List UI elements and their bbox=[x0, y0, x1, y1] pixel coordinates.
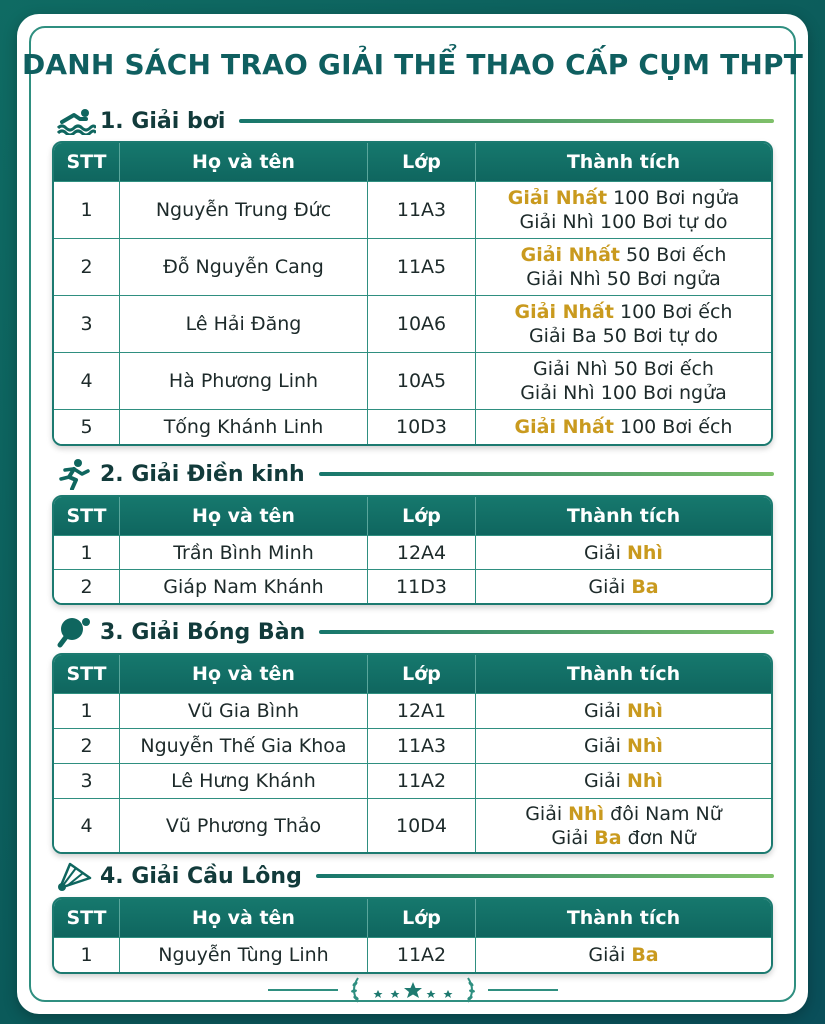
row-stt: 4 bbox=[54, 798, 120, 852]
header-achievement: Thành tích bbox=[476, 899, 771, 937]
header-class: Lớp bbox=[368, 899, 476, 937]
award-rank: Giải Nhất bbox=[520, 244, 620, 266]
row-class: 11A2 bbox=[368, 763, 476, 798]
achievement-line bbox=[480, 541, 767, 565]
section-heading-athletics bbox=[56, 457, 774, 491]
row-achievement bbox=[476, 798, 771, 852]
table-row bbox=[54, 693, 771, 728]
row-name: Lê Hưng Khánh bbox=[120, 763, 368, 798]
header-name: Họ và tên bbox=[120, 899, 368, 937]
table-table-tennis bbox=[52, 653, 773, 854]
swimmer-icon bbox=[56, 105, 100, 137]
award-text: Giải Nhì 50 Bơi ếch bbox=[533, 358, 714, 380]
row-class: 10D3 bbox=[368, 409, 476, 444]
row-stt: 2 bbox=[54, 728, 120, 763]
shuttlecock-icon bbox=[56, 860, 100, 892]
section-heading-swimming bbox=[56, 104, 774, 138]
footer-line bbox=[268, 989, 338, 991]
row-name: Vũ Phương Thảo bbox=[120, 798, 368, 852]
achievement-line bbox=[480, 357, 767, 381]
row-stt: 2 bbox=[54, 238, 120, 295]
achievement-line bbox=[480, 415, 767, 439]
header-name: Họ và tên bbox=[120, 143, 368, 181]
ping-pong-icon bbox=[56, 616, 100, 648]
row-name: Nguyễn Thế Gia Khoa bbox=[120, 728, 368, 763]
row-class: 11A3 bbox=[368, 728, 476, 763]
award-text: Giải Nhì 50 Bơi ngửa bbox=[526, 268, 721, 290]
row-class: 12A4 bbox=[368, 535, 476, 569]
row-achievement bbox=[476, 409, 771, 444]
award-text: 50 Bơi ếch bbox=[619, 244, 727, 266]
row-class: 11D3 bbox=[368, 569, 476, 603]
award-rank: Ba bbox=[631, 575, 659, 598]
table-row bbox=[54, 535, 771, 569]
row-name: Hà Phương Linh bbox=[120, 352, 368, 409]
row-class: 10D4 bbox=[368, 798, 476, 852]
achievement-line bbox=[480, 324, 767, 348]
award-rank: Ba bbox=[594, 826, 622, 849]
row-achievement bbox=[476, 181, 771, 238]
award-text: đôi Nam Nữ bbox=[604, 802, 722, 825]
section-heading-badminton bbox=[56, 859, 774, 893]
award-text: Giải bbox=[584, 770, 627, 792]
table-row bbox=[54, 295, 771, 352]
table-row bbox=[54, 763, 771, 798]
header-achievement: Thành tích bbox=[476, 497, 771, 535]
row-name: Nguyễn Tùng Linh bbox=[120, 937, 368, 972]
table-row bbox=[54, 352, 771, 409]
achievement-line bbox=[480, 943, 767, 967]
award-text: đơn Nữ bbox=[621, 826, 696, 849]
laurel-stars-icon bbox=[348, 972, 478, 1008]
row-stt: 5 bbox=[54, 409, 120, 444]
row-stt: 1 bbox=[54, 181, 120, 238]
header-class: Lớp bbox=[368, 143, 476, 181]
table-row bbox=[54, 181, 771, 238]
award-text: 100 Bơi ếch bbox=[613, 301, 733, 323]
achievement-line bbox=[480, 210, 767, 234]
row-achievement bbox=[476, 763, 771, 798]
table-badminton bbox=[52, 897, 773, 974]
row-achievement bbox=[476, 569, 771, 603]
award-text: Giải bbox=[588, 575, 632, 598]
award-text: Giải Nhì 100 Bơi ngửa bbox=[520, 382, 727, 404]
header-stt: STT bbox=[54, 497, 120, 535]
row-class: 10A6 bbox=[368, 295, 476, 352]
runner-icon bbox=[56, 458, 100, 490]
award-rank: Nhì bbox=[568, 802, 605, 825]
footer-line bbox=[488, 989, 558, 991]
section-title: 3. Giải Bóng Bàn bbox=[100, 619, 306, 645]
table-row bbox=[54, 728, 771, 763]
row-achievement bbox=[476, 295, 771, 352]
award-rank: Nhì bbox=[627, 700, 663, 722]
section-title: 1. Giải bơi bbox=[100, 108, 226, 134]
row-name: Nguyễn Trung Đức bbox=[120, 181, 368, 238]
section-title: 4. Giải Cầu Lông bbox=[100, 863, 302, 889]
row-stt: 3 bbox=[54, 763, 120, 798]
achievement-line bbox=[480, 300, 767, 324]
achievement-line bbox=[480, 243, 767, 267]
achievement-line bbox=[480, 267, 767, 291]
section-divider bbox=[239, 119, 774, 123]
row-name: Đỗ Nguyễn Cang bbox=[120, 238, 368, 295]
row-class: 11A2 bbox=[368, 937, 476, 972]
award-text: 100 Bơi ngửa bbox=[607, 187, 740, 209]
achievement-line bbox=[480, 826, 767, 850]
header-name: Họ và tên bbox=[120, 655, 368, 693]
row-name: Vũ Gia Bình bbox=[120, 693, 368, 728]
header-achievement: Thành tích bbox=[476, 143, 771, 181]
row-achievement bbox=[476, 728, 771, 763]
table-row bbox=[54, 798, 771, 852]
table-row bbox=[54, 569, 771, 603]
header-class: Lớp bbox=[368, 655, 476, 693]
table-athletics bbox=[52, 495, 773, 605]
award-text: Giải Nhì 100 Bơi tự do bbox=[519, 211, 728, 233]
row-stt: 1 bbox=[54, 693, 120, 728]
achievement-line bbox=[480, 699, 767, 723]
table-swimming bbox=[52, 141, 773, 446]
row-stt: 3 bbox=[54, 295, 120, 352]
row-stt: 1 bbox=[54, 937, 120, 972]
row-achievement bbox=[476, 937, 771, 972]
award-rank: Giải Nhất bbox=[507, 187, 608, 209]
row-class: 11A5 bbox=[368, 238, 476, 295]
header-stt: STT bbox=[54, 899, 120, 937]
award-rank: Nhì bbox=[627, 735, 663, 757]
row-class: 10A5 bbox=[368, 352, 476, 409]
table-header-row bbox=[54, 143, 771, 181]
table-header-row bbox=[54, 497, 771, 535]
section-title: 2. Giải Điền kinh bbox=[100, 461, 305, 487]
header-achievement: Thành tích bbox=[476, 655, 771, 693]
award-rank: Nhì bbox=[627, 770, 663, 792]
achievement-line bbox=[480, 734, 767, 758]
header-stt: STT bbox=[54, 655, 120, 693]
award-text: Giải bbox=[588, 944, 632, 966]
award-text: 100 Bơi ếch bbox=[613, 416, 733, 438]
award-text: Giải Ba 50 Bơi tự do bbox=[528, 325, 719, 347]
row-stt: 2 bbox=[54, 569, 120, 603]
header-stt: STT bbox=[54, 143, 120, 181]
award-text: Giải bbox=[584, 735, 627, 757]
footer-ornament bbox=[0, 970, 825, 1010]
award-text: Giải bbox=[584, 700, 627, 722]
row-stt: 4 bbox=[54, 352, 120, 409]
page-title: DANH SÁCH TRAO GIẢI THỂ THAO CẤP CỤM THPT bbox=[21, 48, 804, 81]
header-name: Họ và tên bbox=[120, 497, 368, 535]
section-divider bbox=[319, 472, 774, 476]
award-rank: Ba bbox=[631, 944, 659, 966]
section-heading-table-tennis bbox=[56, 615, 774, 649]
row-name: Tống Khánh Linh bbox=[120, 409, 368, 444]
row-name: Trần Bình Minh bbox=[120, 535, 368, 569]
achievement-line bbox=[480, 186, 767, 210]
achievement-line bbox=[480, 769, 767, 793]
row-achievement bbox=[476, 238, 771, 295]
table-header-row bbox=[54, 899, 771, 937]
row-achievement bbox=[476, 352, 771, 409]
table-row bbox=[54, 937, 771, 972]
row-achievement bbox=[476, 535, 771, 569]
award-rank: Giải Nhất bbox=[514, 301, 614, 323]
header-class: Lớp bbox=[368, 497, 476, 535]
row-class: 12A1 bbox=[368, 693, 476, 728]
row-achievement bbox=[476, 693, 771, 728]
table-row bbox=[54, 409, 771, 444]
table-header-row bbox=[54, 655, 771, 693]
table-row bbox=[54, 238, 771, 295]
row-name: Lê Hải Đăng bbox=[120, 295, 368, 352]
award-text: Giải bbox=[525, 802, 569, 825]
achievement-line bbox=[480, 381, 767, 405]
achievement-line bbox=[480, 802, 767, 826]
achievement-line bbox=[480, 575, 767, 599]
row-name: Giáp Nam Khánh bbox=[120, 569, 368, 603]
award-rank: Nhì bbox=[627, 541, 663, 564]
section-divider bbox=[316, 874, 774, 878]
section-divider bbox=[319, 630, 774, 634]
row-class: 11A3 bbox=[368, 181, 476, 238]
row-stt: 1 bbox=[54, 535, 120, 569]
award-text: Giải bbox=[584, 541, 627, 564]
award-rank: Giải Nhất bbox=[514, 416, 614, 438]
award-text: Giải bbox=[551, 826, 595, 849]
